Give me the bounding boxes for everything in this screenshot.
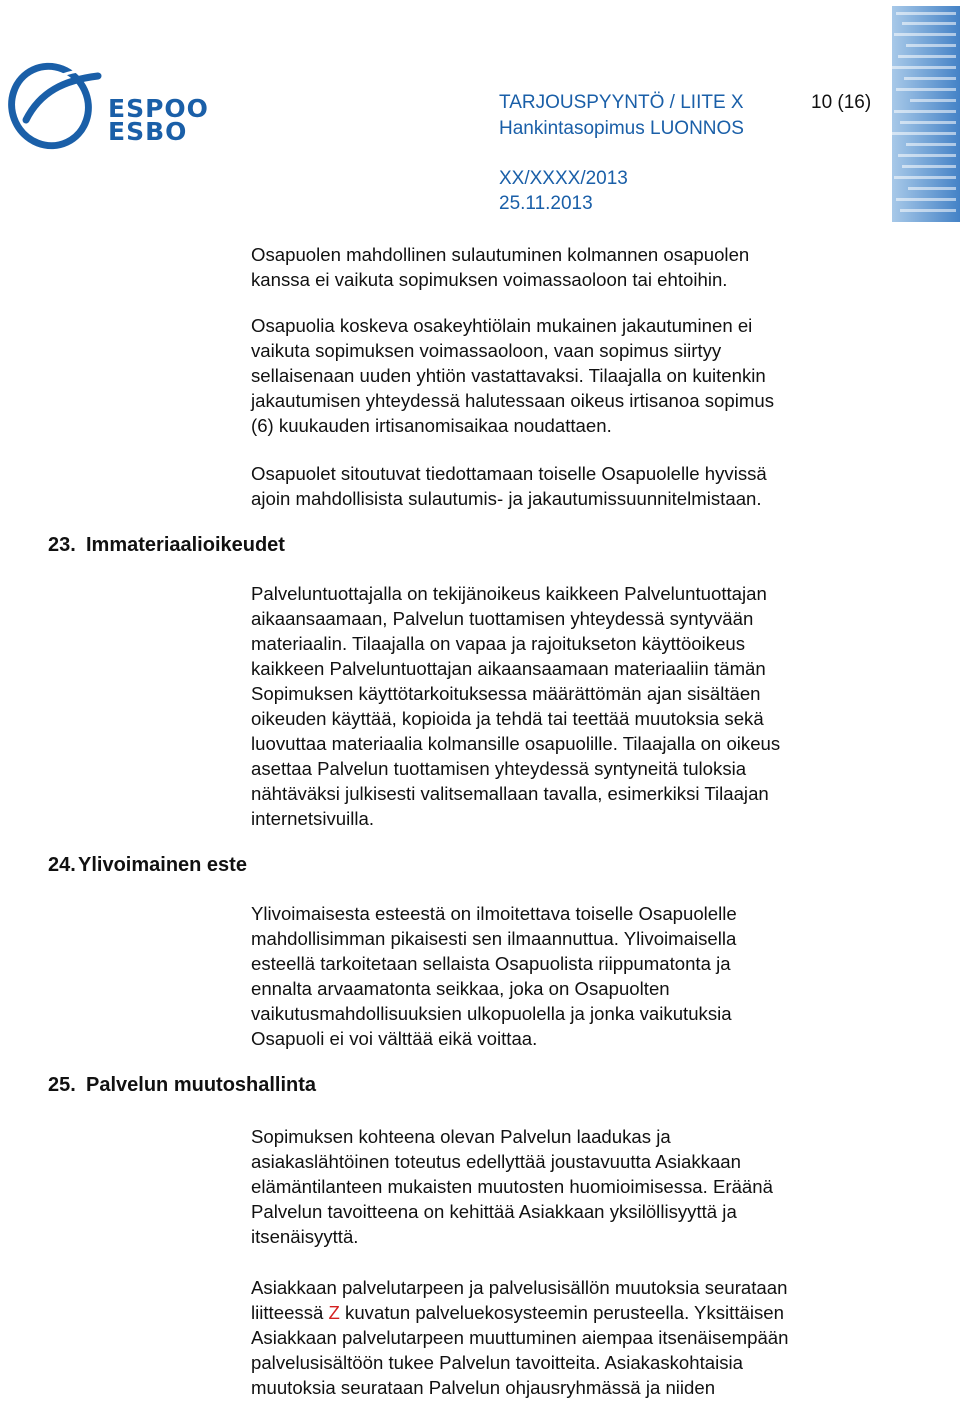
paragraph-ip-rights	[251, 581, 891, 831]
text-line: luovuttaa materiaalia kolmansille osapuolille. Tilaajalla on oikeus	[251, 733, 781, 754]
doc-reference: XX/XXXX/2013	[499, 168, 628, 189]
decorative-pattern-icon	[892, 6, 960, 222]
text-line: Sopimuksen kohteena olevan Palvelun laadukas ja	[251, 1126, 671, 1147]
text-line: muutoksia seurataan Palvelun ohjausryhmässä ja niiden	[251, 1377, 716, 1398]
page-number: 10 (16)	[811, 92, 872, 113]
text-line	[251, 1300, 891, 1325]
section-title: Immateriaalioikeudet	[86, 534, 285, 556]
paragraph-merger	[251, 242, 891, 292]
text-line: kanssa ei vaikuta sopimuksen voimassaoloon tai ehtoihin.	[251, 269, 728, 290]
text-line: (6) kuukauden irtisanomisaikaa noudattaen.	[251, 415, 612, 436]
text-line: vaikutusmahdollisuuksien ulkopuolella ja jonka vaikutuksia	[251, 1003, 732, 1024]
text-line: jakautumisen yhteydessä halutessaan oikeus irtisanoa sopimus	[251, 390, 774, 411]
text-line: asiakaslähtöinen toteutus edellyttää joustavuutta Asiakkaan	[251, 1151, 741, 1172]
text-line: Sopimuksen käyttötarkoituksessa määrättömän ajan sisältäen	[251, 683, 761, 704]
text-line: palvelusisältöön tukee Palvelun tavoitteita. Asiakaskohtaisia	[251, 1352, 743, 1373]
doc-date: 25.11.2013	[499, 193, 593, 214]
section-heading-23	[48, 533, 285, 558]
paragraph-service-quality	[251, 1124, 891, 1249]
logo-wordmark-esbo: ESBO	[108, 117, 188, 146]
section-heading-24	[48, 853, 247, 878]
text-line: ennalta arvaamatonta seikkaa, joka on Osapuolten	[251, 978, 670, 999]
section-number: 24.	[48, 854, 76, 876]
section-heading-25	[48, 1073, 316, 1098]
text-line: nähtäväksi julkisesti valitsemallaan tavalla, esimerkiksi Tilaajan	[251, 783, 769, 804]
text-line: materiaalin. Tilaajalla on vapaa ja rajoitukseton käyttöoikeus	[251, 633, 746, 654]
doc-title: TARJOUSPYYNTÖ / LIITE X	[499, 92, 744, 113]
text-line: oikeuden käyttää, kopioida ja tehdä tai teettää muutoksia sekä	[251, 708, 764, 729]
section-number: 25.	[48, 1074, 76, 1096]
text-fragment: kuvatun palveluekosysteemin perusteella. Yksittäisen	[345, 1302, 784, 1323]
text-fragment: liitteessä	[251, 1302, 324, 1323]
appendix-reference: Z	[328, 1302, 340, 1323]
text-line: Osapuolia koskeva osakeyhtiölain mukainen jakautuminen ei	[251, 315, 753, 336]
text-line: elämäntilanteen mukaisten muutosten huomioimisessa. Eräänä	[251, 1176, 773, 1197]
text-line: vaikuta sopimuksen voimassaoloon, vaan sopimus siirtyy	[251, 340, 722, 361]
text-line: itsenäisyyttä.	[251, 1226, 359, 1247]
text-line: Palvelun tavoitteena on kehittää Asiakkaan yksilöllisyyttä ja	[251, 1201, 737, 1222]
paragraph-force-majeure	[251, 901, 891, 1051]
text-line: internetsivuilla.	[251, 808, 374, 829]
text-line: sellaisenaan uuden yhtiön vastattavaksi. Tilaajalla on kuitenkin	[251, 365, 766, 386]
text-line: aikaansaamaan, Palvelun tuottamisen yhteydessä syntyvään	[251, 608, 754, 629]
section-title: Ylivoimainen este	[78, 854, 247, 876]
text-line: Ylivoimaisesta esteestä on ilmoitettava toiselle Osapuolelle	[251, 903, 737, 924]
text-line: mahdollisimman pikaisesti sen ilmaannuttua. Ylivoimaisella	[251, 928, 737, 949]
text-line: esteellä tarkoitetaan sellaista Osapuolista riippumatonta ja	[251, 953, 731, 974]
text-line: ajoin mahdollisista sulautumis- ja jakautumissuunnitelmistaan.	[251, 488, 762, 509]
text-line: Osapuolen mahdollinen sulautuminen kolmannen osapuolen	[251, 244, 750, 265]
paragraph-service-changes	[251, 1275, 891, 1400]
logo-wordmark-espoo: ESPOO	[108, 94, 209, 123]
text-line: Osapuoli ei voi välttää eikä voittaa.	[251, 1028, 538, 1049]
paragraph-notification	[251, 461, 891, 511]
text-line: asettaa Palvelun tuottamisen yhteydessä syntyneitä tuloksia	[251, 758, 747, 779]
text-line: Asiakkaan palvelutarpeen ja palvelusisällön muutoksia seurataan	[251, 1277, 788, 1298]
text-line: Osapuolet sitoutuvat tiedottamaan toiselle Osapuolelle hyvissä	[251, 463, 767, 484]
text-line: Palveluntuottajalla on tekijänoikeus kaikkeen Palveluntuottajan	[251, 583, 767, 604]
section-number: 23.	[48, 534, 76, 556]
text-line: Asiakkaan palvelutarpeen muuttuminen aiempaa itsenäisempään	[251, 1327, 789, 1348]
section-title: Palvelun muutoshallinta	[86, 1074, 317, 1096]
text-line: kaikkeen Palveluntuottajan aikaansaamaan materiaaliin tämän	[251, 658, 766, 679]
doc-subtitle: Hankintasopimus LUONNOS	[499, 118, 744, 139]
paragraph-demerger	[251, 313, 891, 438]
